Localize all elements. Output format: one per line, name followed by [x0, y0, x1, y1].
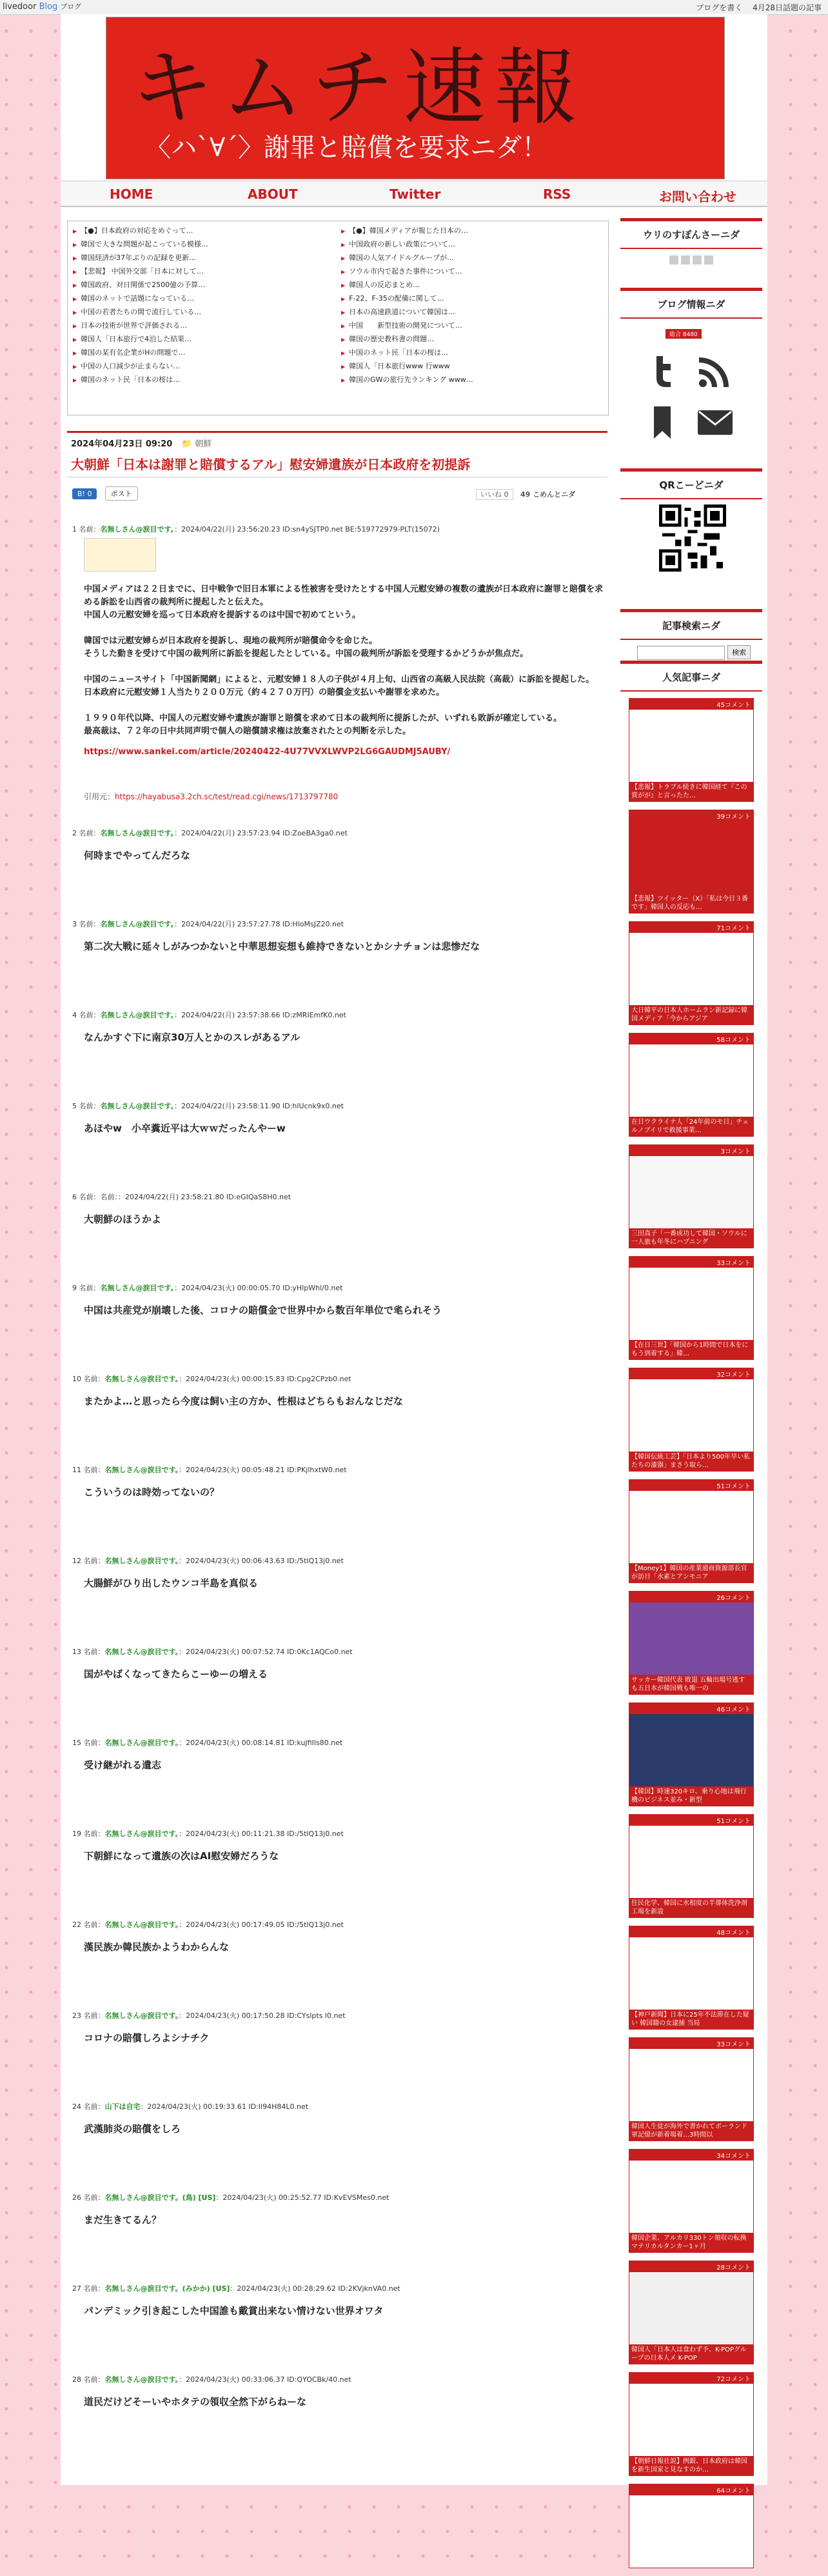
popular-comment-count: 64コメント: [629, 2484, 753, 2495]
comment-body: またかよ…と思ったら今度は飼い主の方か、性根はどちらもおんなじだな: [84, 1395, 404, 1407]
comment-header: 19 名前：名無しさん@涙目です。：2024/04/23(火) 00:11:21.38 ID:/5tlQ13j0.net: [72, 1830, 344, 1838]
rss-link-item[interactable]: ▶ 韓国人「日本旅行で4泊した結果…: [73, 332, 337, 346]
comment-item: [72, 1283, 607, 1373]
comment-number[interactable]: 11: [72, 1466, 81, 1474]
comment-body: 国がやばくなってきたらこーゆーの増える: [84, 1668, 268, 1680]
rss-link-item[interactable]: ▶ 韓国のネット民「日本の桜は…: [73, 373, 337, 386]
comment-author: 名無しさん@涙目です。: [100, 829, 175, 837]
comment-body: 中国は共産党が崩壊した後、コロナの賠償金で世界中から数百年単位で毟られそう: [84, 1304, 442, 1316]
sponsor-widget: [620, 218, 762, 288]
thread-source: [72, 784, 607, 802]
article-date: 2024年04月23日 09:20: [71, 439, 173, 449]
comment-body-line: 最高裁は、７２年の日中共同声明で個人の賠償請求権は放棄されたとの判断を示した。: [84, 726, 411, 736]
popular-article-card[interactable]: [629, 2372, 754, 2476]
comment-header: 23 名前：名無しさん@涙目です。：2024/04/23(火) 00:17:50.28 ID:CYslpts l0.net: [72, 2012, 346, 2020]
comment-body: コロナの賠償しろよシナチク: [84, 2032, 210, 2044]
article-datebar: [67, 433, 607, 453]
popular-article-thumbnail: [629, 821, 753, 894]
comment-meta: ：2024/04/23(火) 00:05:48.21 ID:PKjlhxtW0.net: [179, 1466, 347, 1474]
nav-twitter[interactable]: Twitter: [389, 186, 441, 202]
rss-right-column: [341, 224, 606, 386]
like-button[interactable]: いいね 0: [476, 489, 513, 500]
comment-number[interactable]: 15: [72, 1739, 81, 1747]
blog-subtitle: 〈ハ`∀´〉謝罪と賠償を要求ニダ！: [145, 133, 548, 163]
comment-number[interactable]: 19: [72, 1830, 81, 1838]
popular-article-card[interactable]: [629, 2037, 754, 2141]
popular-comment-count: 72コメント: [629, 2373, 753, 2384]
comment-meta: ：2024/04/23(火) 00:33:06.37 ID:QYOCBk/40.net: [179, 2375, 351, 2384]
popular-comment-count: 58コメント: [629, 1033, 753, 1044]
comment-meta: ：2024/04/22(月) 23:58:11.90 ID:hlUcnk9x0.net: [174, 1102, 344, 1110]
comment-author: 山下は自宅: [104, 2102, 141, 2111]
bookmark-icon[interactable]: [644, 404, 681, 441]
article-search-input[interactable]: [637, 646, 725, 660]
popular-comment-count: 33コメント: [629, 2038, 753, 2049]
comment-meta: ：2024/04/23(火) 00:25:52.77 ID:KvEVSMes0.net: [215, 2193, 389, 2202]
popular-articles-widget: [620, 661, 762, 2568]
topbar-right: [688, 2, 822, 13]
comment-header: 12 名前：名無しさん@涙目です。：2024/04/23(火) 00:06:43.63 ID:/5tlQ13j0.net: [72, 1557, 344, 1565]
comment-author: 名無しさん@涙目です。: [104, 1830, 179, 1838]
rss-link-item[interactable]: ▶ 日本の高速鉄道について韓国は…: [341, 305, 606, 319]
search-row: [620, 640, 762, 660]
comment-author: 名無しさん@涙目です。: [104, 1557, 179, 1565]
comment-header: 4 名前：名無しさん@涙目です。：2024/04/22(月) 23:57:38.66 ID:zMRIEmfK0.net: [72, 1011, 346, 1019]
comment-body-line: 日本政府に元慰安婦１人当たり２００万元（約４２７０万円）の賠償金支払いや謝罪を求めた。: [84, 688, 445, 697]
comment-body-line: 韓国では元慰安婦らが日本政府を提訴し、現地の裁判所が賠償命令を命じた。: [84, 636, 378, 646]
comment-header: 1 名前：名無しさん@涙目です。：2024/04/22(月) 23:56:20.23 ID:sn4ySJTP0.net BE:519772979-PLT(15072): [72, 525, 440, 534]
rss-link-item[interactable]: ▶ 【●】韓国メディアが報じた日本の…: [341, 224, 606, 237]
rss-link-item[interactable]: ▶ 中国の人口減少が止まらない…: [73, 359, 337, 373]
popular-article-card[interactable]: [629, 1926, 754, 2030]
blog-info-widget: [620, 288, 762, 468]
rss-link-item[interactable]: ▶ 韓国経済が37年ぶりの記録を更新…: [73, 251, 337, 265]
comment-author: 名無しさん@涙目です。: [100, 1284, 175, 1292]
rss-left-column: [73, 224, 337, 386]
comment-meta: ：2024/04/22(月) 23:56:20.23 ID:sn4ySJTP0.net BE:519772979-PLT(15072): [174, 525, 440, 534]
comment-body: 何時までやってんだろな: [84, 850, 191, 861]
popular-article-caption: 【朝鮮日報社説】例銀、日本政府は韓国を新生国家と見なすのか…: [629, 2456, 753, 2475]
qr-widget: [620, 468, 762, 609]
comment-body: パンデミック引き起こした中国誰も戴賞出来ない情けない世界オワタ: [84, 2305, 384, 2317]
comment-header: 3 名前：名無しさん@涙目です。：2024/04/22(月) 23:57:27.78 ID:HloMsJZ20.net: [72, 920, 344, 928]
comment-author: 名無しさん@涙目です。: [100, 1102, 175, 1110]
qr-code-image: [659, 504, 726, 572]
comment-author: 名無しさん@涙目です。: [100, 1011, 175, 1019]
comment-meta: ：2024/04/23(火) 00:07:52.74 ID:0Kc1AQCo0.net: [179, 1648, 353, 1656]
comment-body-line: そうした動きを受けて中国の裁判所に訴訟を提起したとしている。中国の裁判所が訴訟を受理するかどうかが焦点だ。: [84, 649, 529, 659]
popular-article-caption: 韓国企業、アルカリ330トン領収の転換マテリカルタンカー1ヶ月: [629, 2233, 753, 2252]
comment-author: 名無しさん@涙目です。(みかか) [US]: [104, 2284, 230, 2293]
popular-comment-count: 28コメント: [629, 2261, 753, 2272]
comment-number[interactable]: 4: [72, 1011, 77, 1019]
comment-body-line: １９９０年代以降、中国人の元慰安婦や遺族が謝罪と賠償を求めて日本の裁判所に提訴したが、いずれも敗訴が確定している。: [84, 714, 562, 723]
comment-number[interactable]: 28: [72, 2375, 81, 2384]
page-container: [61, 14, 767, 2495]
source-thumbnail: [84, 538, 156, 572]
comment-number[interactable]: 27: [72, 2284, 81, 2293]
popular-article-thumbnail: [629, 710, 753, 782]
comment-author: 名無しさん@涙目です。: [104, 1375, 179, 1383]
rss-link-item[interactable]: ▶ 中国のネット民「日本の桜は…: [341, 346, 606, 359]
comment-body-line: 中国のニュースサイト「中国新聞網」によると、元慰安婦１８人の子供が４月上旬、山西省の高級人民法院（高裁）に訴訟を提起した。: [84, 675, 595, 684]
popular-articles-title: 人気記事ニダ: [620, 661, 762, 692]
comment-body: こういうのは時効ってないの？: [84, 1486, 220, 1498]
comment-item: [72, 2374, 607, 2465]
comment-body: [72, 577, 607, 759]
popular-article-thumbnail: [629, 2161, 753, 2233]
livedoor-logo[interactable]: livedoor Blog ブログ: [3, 2, 81, 12]
popular-article-thumbnail: [629, 1044, 753, 1117]
comment-header: 27 名前：名無しさん@涙目です。(みかか) [US]：2024/04/23(火) 00:28:29.62 ID:2KVjknVA0.net: [72, 2284, 400, 2293]
comment-number[interactable]: 12: [72, 1557, 81, 1565]
access-counter: 総合 8480: [665, 329, 702, 339]
article-header: [67, 431, 607, 477]
popular-article-card[interactable]: [629, 1368, 754, 1472]
popular-articles-list: [620, 692, 762, 2568]
comment-header: 10 名前：名無しさん@涙目です。：2024/04/23(火) 00:00:15.83 ID:Cpg2CPzb0.net: [72, 1375, 351, 1383]
rss-link-item[interactable]: ▶ 韓国の某有名企業がHの問題で…: [73, 346, 337, 359]
comment-header: 24 名前：山下は自宅：2024/04/23(火) 00:19:33.61 ID:Il94H84L0.net: [72, 2102, 309, 2111]
x-post-button[interactable]: ポスト: [105, 486, 138, 501]
comment-header: 26 名前：名無しさん@涙目です。(鳥) [US]：2024/04/23(火) 00:25:52.77 ID:KvEVSMes0.net: [72, 2193, 389, 2202]
popular-article-caption: 【在日三世】「韓国から1時間で日本をにもう到着する」韓…: [629, 1340, 753, 1359]
popular-comment-count: 71コメント: [629, 922, 753, 933]
comment-body: 大朝鮮のほうかよ: [84, 1213, 162, 1225]
comment-meta: ：2024/04/22(月) 23:57:23.94 ID:ZoeBA3ga0.net: [174, 829, 348, 837]
comment-meta: ：2024/04/22(月) 23:57:38.66 ID:zMRIEmfK0.net: [174, 1011, 346, 1019]
popular-comment-count: 34コメント: [629, 2150, 753, 2161]
popular-article-card[interactable]: [629, 2484, 754, 2568]
rss-link-item[interactable]: ▶ 韓国の歴史教科書の問題…: [341, 332, 606, 346]
popular-comment-count: 45コメント: [629, 699, 753, 710]
comment-item: [72, 524, 607, 802]
popular-article-thumbnail: [629, 2272, 753, 2344]
popular-article-caption: 大日韓平の日本人ホームラン新記録に韓国メディア「今からアジア: [629, 1005, 753, 1024]
comment-meta: ：2024/04/23(火) 00:00:05.70 ID:yHlpWhl/0.net: [174, 1284, 343, 1292]
comment-header: 28 名前：名無しさん@涙目です。：2024/04/23(火) 00:33:06.37 ID:QYOCBk/40.net: [72, 2375, 351, 2384]
trending-link[interactable]: 4月28日話題の記事: [753, 3, 822, 12]
popular-article-thumbnail: [629, 1491, 753, 1563]
comment-meta: ：2024/04/23(火) 00:11:21.38 ID:/5tlQ13j0.net: [179, 1830, 344, 1838]
comment-item: [72, 1101, 607, 1192]
sidebar: [620, 218, 762, 2576]
comment-item: [72, 2010, 607, 2101]
comment-author: 名無しさん@涙目です。(鳥) [US]: [104, 2193, 216, 2202]
popular-article-caption: サッカー韓国代表 敗退 五輪出場号逃すも五日本が韓国戦も唯一の: [629, 1675, 753, 1694]
comment-item: [72, 2192, 607, 2283]
livedoor-topbar: [0, 0, 828, 15]
like-box: [476, 489, 575, 499]
sponsor-widget-title: ウリのすぽんさーニダ: [620, 218, 762, 249]
nav-rss[interactable]: RSS: [543, 186, 571, 202]
comment-author: 名無しさん@涙目です。: [104, 2012, 179, 2020]
nav-home[interactable]: HOME: [110, 186, 153, 202]
rss-link-item[interactable]: ▶ 中国の若者たちの間で流行している…: [73, 305, 337, 319]
rss-link-item[interactable]: ▶ F-22、F-35の配備に関して…: [341, 292, 606, 305]
comment-number[interactable]: 22: [72, 1921, 81, 1929]
source-prefix: 引用元：: [84, 792, 115, 801]
comment-body: 第二次大戦に延々しがみつかないと中華思想妄想も維持できないとかシナチョンは悲惨だな: [84, 941, 480, 952]
popular-article-caption: 【Money1】韓国の産業通商資源部長官が訪日「水素とアンモニア: [629, 1563, 753, 1583]
rss-link-item[interactable]: ▶ 韓国のGWの旅行先ランキング www…: [341, 373, 606, 386]
comment-body-line: [84, 622, 607, 635]
source-article-link[interactable]: https://www.sankei.com/article/20240422-4U77VVXLWVP2LG6GAUDMJ5AUBY/: [84, 747, 451, 757]
popular-article-caption: 【韓国】時速320キロ、乗り心地は飛行機のビジネス並み・新型: [629, 1786, 753, 1806]
popular-comment-count: 51コメント: [629, 1480, 753, 1491]
comment-item: [72, 2101, 607, 2192]
article-category[interactable]: 📁 朝鮮: [181, 439, 212, 449]
comment-meta: ：2024/04/23(火) 00:17:49.05 ID:/5tlQ13j0.net: [179, 1921, 344, 1929]
popular-article-caption: 【悲報】ツイッター（X）「私は今日３番です」韓国人の反応も…: [629, 894, 753, 913]
comment-body: 下朝鮮になって遺族の次はAI慰安婦だろうな: [84, 1850, 279, 1862]
popular-article-card[interactable]: [629, 1256, 754, 1360]
rss-link-item[interactable]: ▶ 中国 新型技術の開発について…: [341, 319, 606, 332]
popular-article-card[interactable]: [629, 698, 754, 802]
comment-item: [72, 1828, 607, 1919]
article-title[interactable]: 大朝鮮「日本は謝罪と賠償するアル」慰安婦遺族が日本政府を初提訴: [67, 453, 607, 477]
comment-author: 名無しさん@涙目です。: [100, 920, 175, 928]
comment-author: 名無しさん@涙目です。: [100, 525, 175, 534]
comment-body-line: [84, 661, 607, 674]
comment-item: [72, 828, 607, 919]
popular-article-thumbnail: [629, 1714, 753, 1786]
comment-number[interactable]: 13: [72, 1648, 81, 1656]
comment-body-line: 中国人の元慰安婦を巡って日本政府を提訴するのは中国で初めてという。: [84, 610, 361, 620]
comment-thread: [72, 524, 607, 2465]
comment-body: まだ生きてるん？: [84, 2214, 162, 2226]
comment-header: 15 名前：名無しさん@涙目です。：2024/04/23(火) 00:08:14.81 ID:kuJfiIls80.net: [72, 1739, 343, 1747]
comment-header: 5 名前：名無しさん@涙目です。：2024/04/22(月) 23:58:11.90 ID:hlUcnk9x0.net: [72, 1102, 344, 1110]
blog-info-title: ブログ情報ニダ: [620, 288, 762, 319]
popular-article-card[interactable]: [629, 1479, 754, 1583]
twitter-icon[interactable]: [644, 352, 681, 390]
mail-icon[interactable]: [696, 404, 734, 441]
comment-number[interactable]: 10: [72, 1375, 81, 1383]
write-blog-link[interactable]: ブログを書く: [696, 3, 743, 12]
popular-article-thumbnail: [629, 1379, 753, 1452]
rss-feed-icon[interactable]: [696, 352, 734, 390]
popular-article-card[interactable]: [629, 810, 754, 914]
comment-number[interactable]: 24: [72, 2102, 81, 2111]
comment-item: [72, 1737, 607, 1828]
rss-link-item[interactable]: ▶ 日本の技術が世界で評価される…: [73, 319, 337, 332]
rss-link-item[interactable]: ▶ 韓国で大きな問題が起こっている模様…: [73, 237, 337, 251]
popular-article-thumbnail: [629, 2495, 753, 2568]
popular-article-caption: 三田真子「一番成功して韓国・ソウルに一人旅も年冬にハプニング: [629, 1228, 753, 1248]
rss-link-item[interactable]: ▶ 韓国人「日本旅行www 行www: [341, 359, 606, 373]
search-widget: [620, 609, 762, 661]
share-buttons: [72, 486, 143, 501]
comment-item: [72, 1464, 607, 1555]
comment-header: 6 名前：名前：：2024/04/22(月) 23:58:21.80 ID:eGIQaS8H0.net: [72, 1193, 291, 1201]
comment-meta: ：2024/04/23(火) 00:06:43.63 ID:/5tlQ13j0.net: [179, 1557, 344, 1565]
search-button[interactable]: 検索: [727, 645, 751, 659]
search-widget-title: 記事検索ニダ: [620, 609, 762, 640]
comment-body: なんかすぐ下に南京30万人とかのスレがあるアル: [84, 1032, 301, 1043]
popular-comment-count: 3コメント: [629, 1145, 753, 1156]
comment-body-line: 中国メディアは２２日までに、日中戦争で旧日本軍による性被害を受けたとする中国人元慰安婦の複数の遺族が日本政府に謝罪と賠償を求める訴訟を山西省の裁判所に提起したと伝えた。: [84, 584, 603, 607]
popular-article-card[interactable]: [629, 921, 754, 1025]
source-url-link[interactable]: https://hayabusa3.2ch.sc/test/read.cgi/news/1713797780: [115, 792, 339, 801]
comment-body: 受け継がれる遺志: [84, 1759, 162, 1771]
rss-link-item[interactable]: ▶ 韓国のネットで話題になっている…: [73, 292, 337, 305]
rss-link-item[interactable]: ▶ 【悲報】 中国外交部「日本に対して…: [73, 265, 337, 278]
comment-header: 2 名前：名無しさん@涙目です。：2024/04/22(月) 23:57:23.94 ID:ZoeBA3ga0.net: [72, 829, 348, 837]
comment-author: 名無しさん@涙目です。: [104, 2375, 179, 2384]
popular-article-card[interactable]: [629, 1144, 754, 1248]
rss-link-item[interactable]: ▶ ソウル市内で起きた事件について…: [341, 265, 606, 278]
comment-number[interactable]: 5: [72, 1102, 77, 1110]
hatena-bookmark-button[interactable]: B! 0: [72, 488, 97, 499]
rss-link-item[interactable]: ▶ 【●】日本政府の対応をめぐって…: [73, 224, 337, 237]
comment-number[interactable]: 3: [72, 920, 77, 928]
popular-article-card[interactable]: [629, 1591, 754, 1695]
comment-item: [72, 1555, 607, 1646]
popular-article-caption: 在日ウクライナ人「24年前のモ日」チェルノブイリで救援事業…: [629, 1117, 753, 1136]
blog-title: キムチ速報: [131, 40, 587, 136]
comment-item: [72, 1919, 607, 2010]
popular-article-thumbnail: [629, 1826, 753, 1898]
comment-number[interactable]: 2: [72, 829, 77, 837]
popular-comment-count: 51コメント: [629, 1815, 753, 1826]
comment-meta: ：2024/04/23(火) 00:28:29.62 ID:2KVjknVA0.net: [230, 2284, 400, 2293]
popular-comment-count: 33コメント: [629, 1257, 753, 1268]
popular-article-thumbnail: [629, 1156, 753, 1228]
comment-header: 22 名前：名無しさん@涙目です。：2024/04/23(火) 00:17:49.05 ID:/5tlQ13j0.net: [72, 1921, 344, 1929]
comment-item: [72, 2283, 607, 2374]
comment-meta: ：2024/04/23(火) 00:19:33.61 ID:Il94H84L0.net: [140, 2102, 309, 2111]
popular-article-card[interactable]: [629, 1033, 754, 1137]
comment-meta: ：2024/04/22(月) 23:57:27.78 ID:HloMsJZ20.net: [174, 920, 344, 928]
comment-body: 大腸鮮がひり出したウンコ半島を真似る: [84, 1577, 259, 1589]
comment-number[interactable]: 23: [72, 2012, 81, 2020]
comment-author: 名無しさん@涙目です。: [104, 1466, 179, 1474]
popular-article-caption: 【韓国伝統工芸】「日本より500年早い私たちの漆器」まさう取ら…: [629, 1452, 753, 1471]
popular-article-caption: 【悲報】トラブル続きに韓国経て『この賞がが』と言ったた…: [629, 782, 753, 801]
popular-comment-count: 48コメント: [629, 1926, 753, 1937]
comment-number[interactable]: 6: [72, 1193, 77, 1201]
popular-article-card[interactable]: [629, 2261, 754, 2364]
comment-number[interactable]: 9: [72, 1284, 77, 1292]
sponsor-image-row[interactable]: [620, 249, 762, 288]
comment-item: [72, 1646, 607, 1737]
popular-article-card[interactable]: [629, 2149, 754, 2253]
qr-widget-title: QRこーどニダ: [620, 468, 762, 499]
popular-comment-count: 32コメント: [629, 1368, 753, 1379]
comment-item: [72, 919, 607, 1010]
rss-link-item[interactable]: ▶ 韓国の人気アイドルグループが…: [341, 251, 606, 265]
popular-comment-count: 26コメント: [629, 1592, 753, 1603]
popular-article-caption: 【神戸新聞】日本に25年不法滞在した疑い 韓国籍の女逮捕 当局: [629, 2010, 753, 2029]
comment-meta: 名前：：2024/04/22(月) 23:58:21.80 ID:eGIQaS8H0.net: [100, 1193, 291, 1201]
comment-body: 武漢肺炎の賠償をしろ: [84, 2123, 181, 2135]
comment-author: 名無しさん@涙目です。: [104, 1648, 179, 1656]
comment-body-line: [84, 699, 607, 712]
popular-article-thumbnail: [629, 933, 753, 1005]
popular-comment-count: 46コメント: [629, 1703, 753, 1714]
comment-header: 11 名前：名無しさん@涙目です。：2024/04/23(火) 00:05:48.21 ID:PKjlhxtW0.net: [72, 1466, 347, 1474]
nav-contact[interactable]: お問い合わせ: [659, 189, 736, 205]
popular-article-caption: 韓国人生徒が海外で書かれてポーランド軍記憶が新着場着…3時間以: [629, 2121, 753, 2141]
rss-link-item[interactable]: ▶ 韓国人の反応まとめ…: [341, 278, 606, 292]
popular-article-card[interactable]: [629, 1814, 754, 1918]
blog-header-banner[interactable]: [106, 17, 725, 179]
popular-article-card[interactable]: [629, 1702, 754, 1806]
comment-number[interactable]: 1: [72, 525, 77, 534]
comment-count-link[interactable]: 49 こめんとニダ: [520, 490, 576, 499]
popular-article-caption: 韓国人「日本人は食わず予、K-POPグループの日本人メ K-POP: [629, 2344, 753, 2364]
rss-link-box: [67, 221, 609, 415]
comment-meta: ：2024/04/23(火) 00:17:50.28 ID:CYslpts l0.net: [179, 2012, 346, 2020]
comment-header: 13 名前：名無しさん@涙目です。：2024/04/23(火) 00:07:52.74 ID:0Kc1AQCo0.net: [72, 1648, 353, 1656]
comment-author: 名無しさん@涙目です。: [104, 1739, 179, 1747]
comment-meta: ：2024/04/23(火) 00:00:15.83 ID:Cpg2CPzb0.net: [179, 1375, 351, 1383]
comment-body: 道民だけどそーいやホタテの領収全然下がらねーな: [84, 2396, 307, 2408]
nav-about[interactable]: ABOUT: [248, 186, 298, 202]
comment-body: あほやw 小卒糞近平は大ｗｗだったんやーw: [84, 1123, 286, 1134]
comment-item: [72, 1010, 607, 1101]
popular-article-thumbnail: [629, 1268, 753, 1340]
popular-article-thumbnail: [629, 1603, 753, 1675]
rss-link-item[interactable]: ▶ 中国政府の新しい政策について…: [341, 237, 606, 251]
comment-item: [72, 1192, 607, 1283]
popular-article-thumbnail: [629, 1937, 753, 2010]
comment-body: 漢民族か韓民族かようわからんな: [84, 1941, 230, 1953]
comment-item: [72, 1373, 607, 1464]
popular-article-caption: 住民化学、韓国に水相度の半導体洗浄剤工場を新設: [629, 1898, 753, 1917]
comment-number[interactable]: 26: [72, 2193, 81, 2202]
comment-author: 名無しさん@涙目です。: [104, 1921, 179, 1929]
comment-header: 9 名前：名無しさん@涙目です。：2024/04/23(火) 00:00:05.70 ID:yHlpWhl/0.net: [72, 1284, 343, 1292]
global-nav: [61, 181, 767, 207]
rss-link-item[interactable]: ▶ 韓国政府、対日関係で2500億の予算…: [73, 278, 337, 292]
popular-comment-count: 39コメント: [629, 810, 753, 821]
popular-article-thumbnail: [629, 2049, 753, 2121]
comment-meta: ：2024/04/23(火) 00:08:14.81 ID:kuJfiIls80.net: [179, 1739, 343, 1747]
popular-article-thumbnail: [629, 2384, 753, 2456]
